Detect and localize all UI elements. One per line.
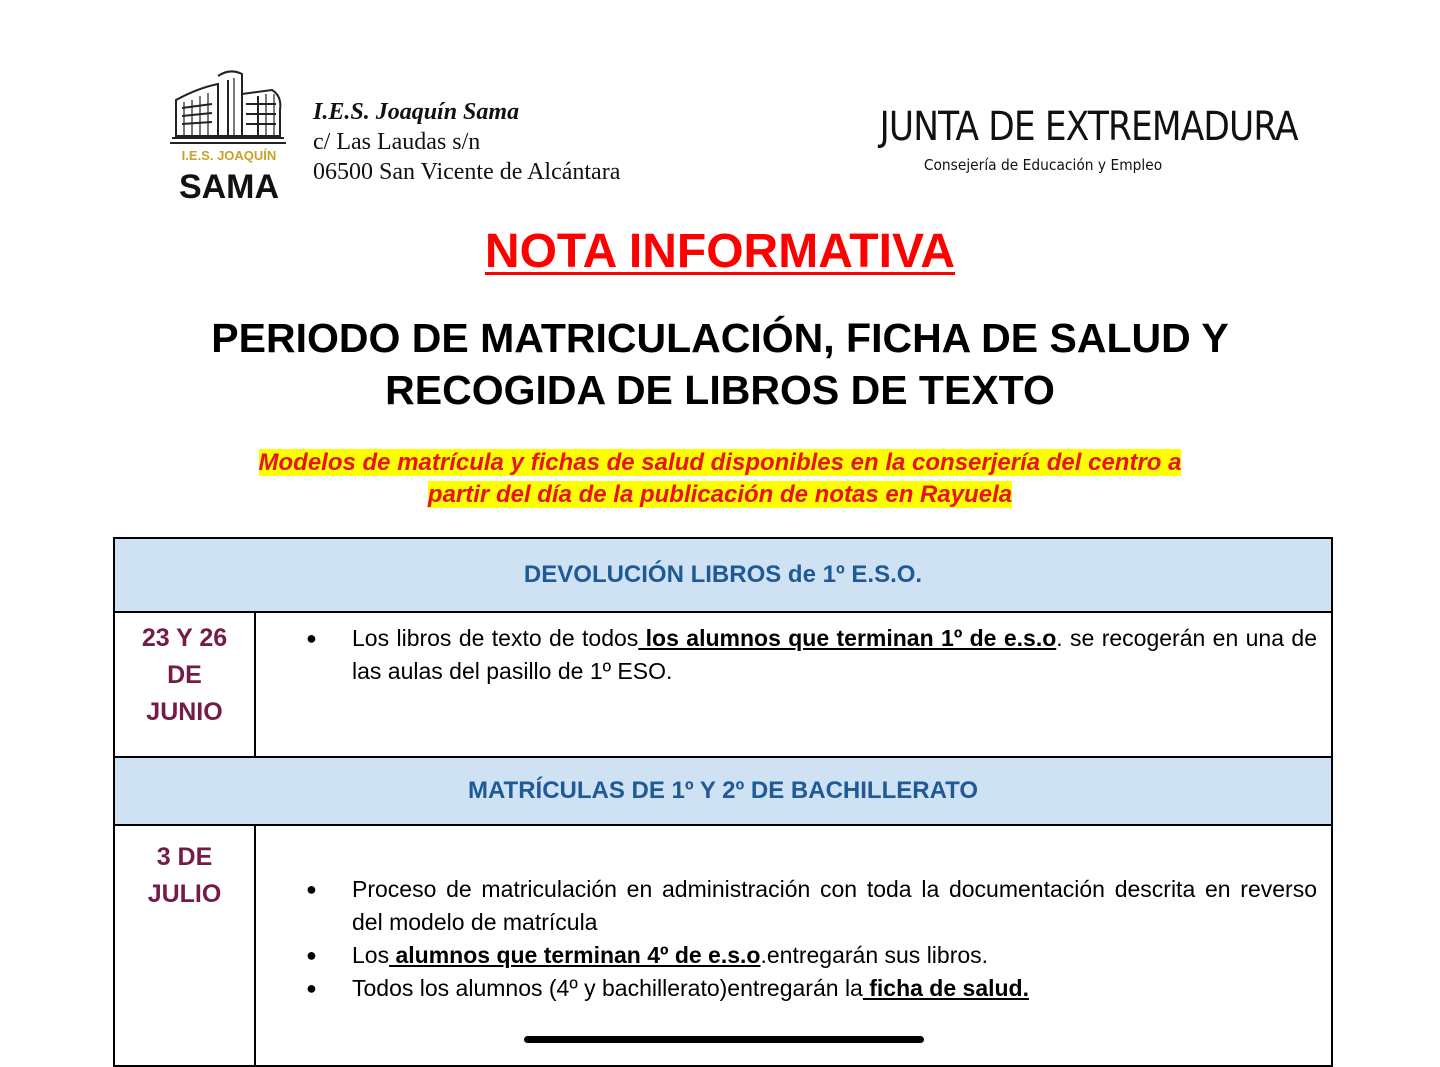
school-address-line1: c/ Las Laudas s/n (313, 129, 481, 155)
schedule-table (113, 537, 1333, 1067)
content-cell (255, 825, 1332, 1066)
svg-text:I.E.S. JOAQUÍN: I.E.S. JOAQUÍN (181, 148, 277, 163)
section-heading: MATRÍCULAS DE 1º Y 2º DE BACHILLERATO (114, 757, 1332, 825)
junta-logo (853, 100, 1298, 174)
section-body-row (114, 612, 1332, 757)
section-header-row (114, 538, 1332, 612)
school-address-line2: 06500 San Vicente de Alcántara (313, 159, 621, 185)
junta-title: JUNTA DE EXTREMADURA (879, 104, 1298, 150)
school-info (313, 97, 620, 187)
nota-informativa-title: NOTA INFORMATIVA (484, 225, 956, 278)
school-name: I.E.S. Joaquín Sama (313, 99, 520, 125)
list-item: ● Los libros de texto de todos los alumnos que terminan 1º de e.s.o. se recogerán en una de las aulas del pasillo de 1º ESO. (352, 622, 1317, 688)
date-cell: 3 DE JULIO (114, 825, 255, 1066)
section-header-row (114, 757, 1332, 825)
main-title: PERIODO DE MATRICULACIÓN, FICHA DE SALUD Y RECOGIDA DE LIBROS DE TEXTO (211, 315, 1229, 413)
letterhead (0, 0, 1440, 215)
section-body-row (114, 825, 1332, 1066)
highlight-notice: Modelos de matrícula y fichas de salud disponibles en la conserjería del centro a partir del día de la publicación de notas en Rayuela (258, 449, 1182, 508)
list-item: ● Todos los alumnos (4º y bachillerato)entregarán la ficha de salud. (352, 972, 1317, 1005)
home-indicator[interactable] (524, 1036, 924, 1043)
school-logo (168, 66, 290, 204)
date-cell: 23 Y 26 DE JUNIO (114, 612, 255, 757)
junta-subtitle: Consejería de Educación y Empleo (923, 156, 1163, 174)
section-heading: DEVOLUCIÓN LIBROS de 1º E.S.O. (114, 538, 1332, 612)
content-cell (255, 612, 1332, 757)
list-item: ● Los alumnos que terminan 4º de e.s.o.entregarán sus libros. (352, 939, 1317, 972)
list-item: ● Proceso de matriculación en administración con toda la documentación descrita en reverso del modelo de matrícula (352, 873, 1317, 939)
svg-text:SAMA: SAMA (178, 168, 280, 204)
